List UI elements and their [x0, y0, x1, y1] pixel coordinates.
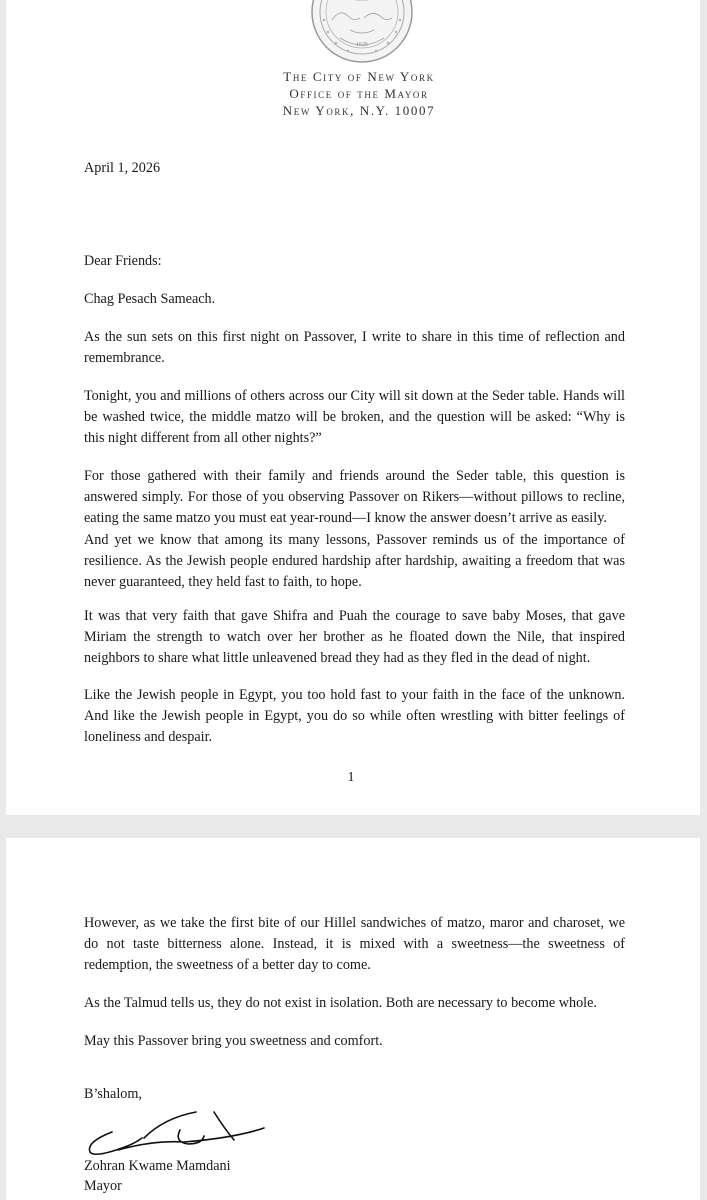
signer-name: Zohran Kwame Mamdani: [84, 1158, 231, 1174]
letterhead-city: The City of New York: [283, 69, 435, 84]
page-number: 1: [347, 770, 355, 785]
signer-title: Mayor: [84, 1178, 122, 1194]
salutation: Dear Friends:: [84, 253, 162, 269]
body-paragraph: For those gathered with their family and friends around the Seder table, this question is answered simply. For those of you observing Passover on Rikers—without pillows to recline, eating the same matzo you must eat year-round—I know the answer doesn’t arrive as easily.: [84, 468, 625, 526]
body-paragraph: However, as we take the first bite of our Hillel sandwiches of matzo, maror and charoset, we do not taste bitterness alone. Instead, it is mixed with a sweetness—the sweetness of redemption, the sweetness of a better day to come.: [84, 915, 625, 973]
greeting-paragraph: Chag Pesach Sameach.: [84, 291, 216, 307]
letter-date: April 1, 2026: [84, 160, 161, 176]
body-paragraph: As the sun sets on this first night on Passover, I write to share in this time of reflection and remembrance.: [84, 329, 625, 366]
signature-icon: [84, 1108, 284, 1160]
closing: B’shalom,: [84, 1086, 142, 1102]
letter-page-2: [6, 838, 700, 1200]
city-seal-icon: [310, 0, 414, 64]
body-paragraph: It was that very faith that gave Shifra and Puah the courage to save baby Moses, that gave Miriam the strength to watch over her brother as he floated down the Nile, that inspired neighbors to share what little unleavened bread they had as they fled in the dead of night.: [84, 608, 625, 666]
letterhead-address: New York, N.Y. 10007: [282, 103, 436, 118]
letterhead-office: Office of the Mayor: [289, 86, 429, 101]
body-paragraph: Like the Jewish people in Egypt, you too hold fast to your faith in the face of the unknown. And like the Jewish people in Egypt, you do so while often wrestling with bitter feelings of loneliness and despair.: [84, 687, 625, 745]
body-paragraph: As the Talmud tells us, they do not exist in isolation. Both are necessary to become whole.: [84, 995, 597, 1011]
body-paragraph: May this Passover bring you sweetness and comfort.: [84, 1033, 383, 1049]
body-paragraph: And yet we know that among its many lessons, Passover reminds us of the importance of resilience. As the Jewish people endured hardship after hardship, awaiting a freedom that was never guaranteed, they held fast to faith, to hope.: [84, 532, 625, 590]
body-paragraph: Tonight, you and millions of others across our City will sit down at the Seder table. Hands will be washed twice, the middle matzo will be broken, and the question will be asked: “Why is this night different from all other nights?”: [84, 388, 625, 446]
svg-text:1625: 1625: [356, 42, 368, 48]
letter-page-1: [6, 0, 700, 815]
